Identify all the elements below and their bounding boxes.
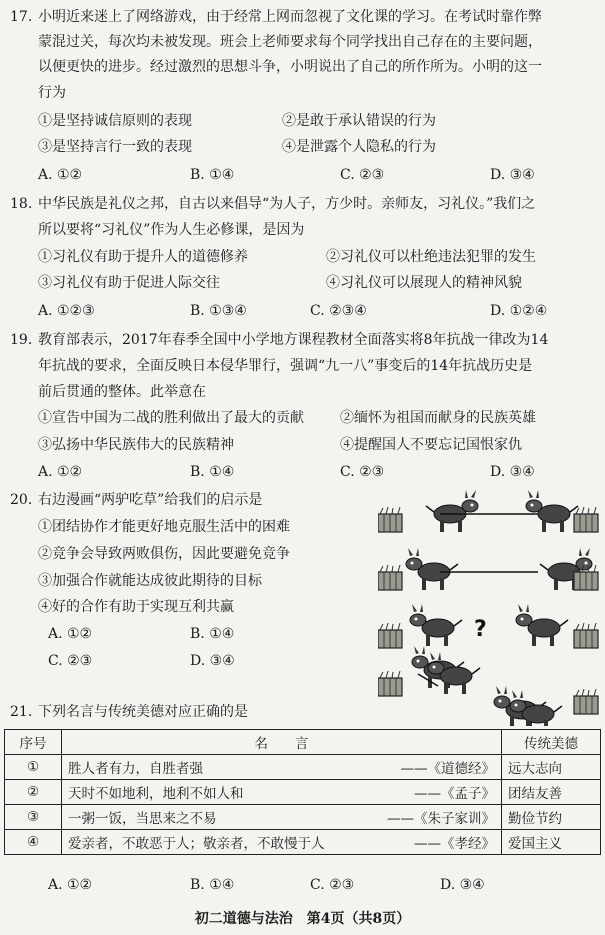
q19-option-c: C. ②③: [340, 464, 385, 480]
row-quote: 爱亲者，不敢恶于人；敬亲者，不敢慢于人: [68, 836, 325, 852]
q18-statement-2: ②习礼仪可以杜绝违法犯罪的发生: [326, 249, 536, 265]
q19-statement-1: ①宣告中国为二战的胜利做出了最大的贡献: [38, 410, 304, 426]
col-header-index: 序号: [5, 730, 62, 755]
table-row: [5, 780, 601, 805]
cartoon-panel-2: [378, 548, 598, 590]
q18-statement-3: ③习礼仪有助于促进人际交往: [38, 275, 220, 291]
q19-statement-3: ③弘扬中华民族伟大的民族精神: [38, 437, 234, 453]
row-virtue: 爱国主义: [502, 830, 601, 855]
q20-statement-1: ①团结协作才能更好地克服生活中的困难: [38, 519, 290, 535]
q20-option-c: C. ②③: [48, 653, 93, 669]
q20-statement-4: ④好的合作有助于实现互利共赢: [38, 599, 234, 615]
row-quote-cell: [62, 780, 502, 805]
row-virtue: 远大志向: [502, 755, 601, 780]
cartoon-panel-4: [378, 646, 598, 726]
q20-statement-3: ③加强合作就能达成彼此期待的目标: [38, 573, 262, 589]
row-virtue: 勤俭节约: [502, 805, 601, 830]
q18-option-b: B. ①③④: [190, 303, 247, 319]
q19-stem-line-1: 教育部表示，2017年春季全国中小学地方课程教材全面落实将8年抗战一律改为14: [38, 332, 549, 348]
q17-statement-1: ①是坚持诚信原则的表现: [38, 113, 192, 129]
q20-number: 20.: [10, 492, 33, 508]
q17-stem-line-4: 行为: [38, 85, 66, 101]
q19-option-d: D. ③④: [490, 464, 535, 480]
q18-statement-4: ④习礼仪可以展现人的精神风貌: [326, 275, 522, 291]
q18-statement-1: ①习礼仪有助于提升人的道德修养: [38, 249, 248, 265]
q18-number: 18.: [10, 196, 33, 212]
q21-option-c: C. ②③: [310, 877, 355, 893]
q17-number: 17.: [10, 9, 33, 25]
q20-option-b: B. ①④: [190, 626, 235, 642]
q19-statement-2: ②缅怀为祖国而献身的民族英雄: [340, 410, 536, 426]
row-source: ——《孟子》: [414, 786, 495, 802]
q19-stem-line-3: 前后贯通的整体。此举意在: [38, 384, 206, 400]
table-header-row: [5, 730, 601, 755]
q20-option-a: A. ①②: [48, 626, 93, 642]
cartoon-panel-1: [378, 490, 598, 532]
mottos-table: [4, 729, 601, 855]
q17-statement-2: ②是敢于承认错误的行为: [282, 113, 436, 129]
row-index: ①: [5, 755, 62, 780]
q19-option-b: B. ①④: [190, 464, 235, 480]
q17-option-b: B. ①④: [190, 167, 235, 183]
table-row: [5, 755, 601, 780]
row-index: ②: [5, 780, 62, 805]
row-source: ——《孝经》: [414, 836, 495, 852]
cartoon-panel-3: [378, 604, 598, 648]
q21-option-a: A. ①②: [48, 877, 93, 893]
q17-option-d: D. ③④: [490, 167, 535, 183]
col-header-quote: 名 言: [62, 730, 502, 755]
q21-option-b: B. ①④: [190, 877, 235, 893]
row-quote: 胜人者有力，自胜者强: [68, 761, 203, 777]
col-header-virtue: 传统美德: [502, 730, 601, 755]
q20-option-d: D. ③④: [190, 653, 235, 669]
q17-statement-3: ③是坚持言行一致的表现: [38, 139, 192, 155]
q19-option-a: A. ①②: [38, 464, 83, 480]
two-donkeys-cartoon: [378, 480, 600, 726]
row-quote: 天时不如地利，地利不如人和: [68, 786, 244, 802]
q17-stem-line-3: 以便更快的进步。经过激烈的思想斗争，小明说出了自己的所作所为。小明的这一: [38, 59, 542, 75]
row-source: ——《朱子家训》: [387, 811, 495, 827]
q21-number: 21.: [10, 704, 33, 720]
q18-option-a: A. ①②③: [38, 303, 95, 319]
row-quote-cell: [62, 755, 502, 780]
row-index: ④: [5, 830, 62, 855]
q20-stem-line-1: 右边漫画“两驴吃草”给我们的启示是: [38, 492, 263, 508]
row-quote-cell: [62, 805, 502, 830]
q18-stem-line-1: 中华民族是礼仪之邦，自古以来倡导“为人子，方少时。亲师友，习礼仪。”我们之: [38, 196, 536, 212]
q19-stem-line-2: 年抗战的要求，全面反映日本侵华罪行，强调“九一八”事变后的14年抗战历史是: [38, 358, 533, 374]
page-footer: 初二道德与法治 第4页（共8页）: [194, 911, 411, 927]
q18-option-c: C. ②③④: [310, 303, 367, 319]
row-source: ——《道德经》: [400, 761, 495, 777]
q17-stem-line-1: 小明近来迷上了网络游戏，由于经常上网而忽视了文化课的学习。在考试时靠作弊: [38, 9, 542, 25]
q17-statement-4: ④是泄露个人隐私的行为: [282, 139, 436, 155]
q21-option-d: D. ③④: [440, 877, 485, 893]
table-row: [5, 830, 601, 855]
question-mark: ?: [474, 617, 487, 642]
q18-option-d: D. ①②④: [490, 303, 548, 319]
row-index: ③: [5, 805, 62, 830]
q20-statement-2: ②竞争会导致两败俱伤，因此要避免竞争: [38, 546, 290, 562]
q17-option-a: A. ①②: [38, 167, 83, 183]
q21-stem-line-1: 下列名言与传统美德对应正确的是: [38, 704, 248, 720]
row-virtue: 团结友善: [502, 780, 601, 805]
q17-option-c: C. ②③: [340, 167, 385, 183]
q18-stem-line-2: 所以要将“习礼仪”作为人生必修课，是因为: [38, 222, 305, 238]
row-quote: 一粥一饭，当思来之不易: [68, 811, 217, 827]
q19-statement-4: ④提醒国人不要忘记国恨家仇: [340, 437, 522, 453]
q17-stem-line-2: 蒙混过关，每次均未被发现。班会上老师要求每个同学找出自己存在的主要问题，: [38, 34, 542, 50]
table-row: [5, 805, 601, 830]
q19-number: 19.: [10, 332, 33, 348]
row-quote-cell: [62, 830, 502, 855]
